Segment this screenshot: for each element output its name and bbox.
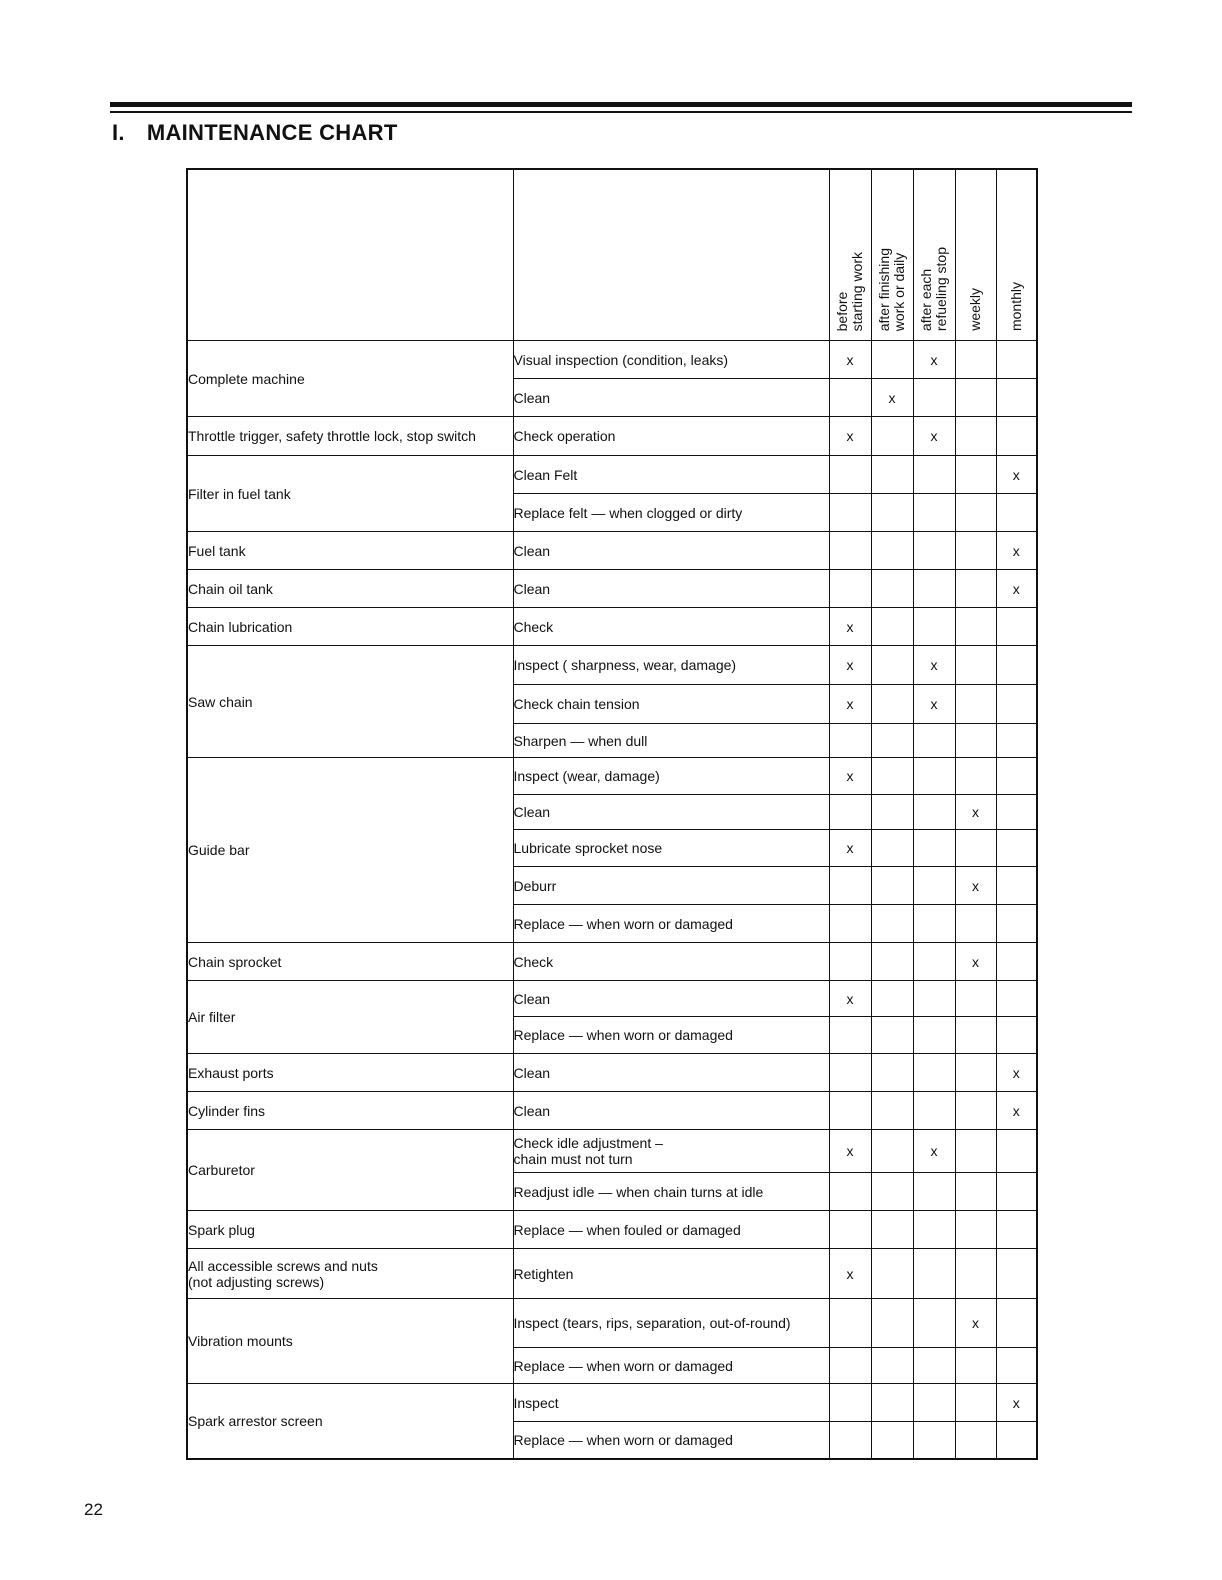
interval-mark <box>871 494 913 532</box>
interval-mark <box>955 608 996 646</box>
task-cell: Clean Felt <box>513 456 829 494</box>
interval-mark <box>829 1299 871 1348</box>
interval-mark: x <box>829 1130 871 1173</box>
column-header: after finishing work or daily <box>871 169 913 341</box>
interval-mark <box>871 646 913 685</box>
task-cell: Clean <box>513 981 829 1017</box>
table-row <box>187 417 1037 456</box>
task-cell: Check idle adjustment – chain must not turn <box>513 1130 829 1173</box>
component-cell: Chain oil tank <box>187 570 513 608</box>
interval-mark <box>913 608 955 646</box>
header-rule-thin <box>110 111 1132 113</box>
table-row <box>187 532 1037 570</box>
interval-mark <box>996 1211 1037 1249</box>
interval-mark <box>996 379 1037 417</box>
task-cell: Check <box>513 943 829 981</box>
interval-mark <box>955 1249 996 1299</box>
component-cell: Complete machine <box>187 341 513 417</box>
interval-mark <box>913 456 955 494</box>
interval-mark <box>996 1249 1037 1299</box>
interval-mark <box>871 1249 913 1299</box>
column-header: after each refueling stop <box>913 169 955 341</box>
interval-mark <box>829 1384 871 1422</box>
interval-mark <box>829 1092 871 1130</box>
interval-mark <box>829 1054 871 1092</box>
maintenance-chart-table <box>186 168 1038 1460</box>
interval-mark <box>913 981 955 1017</box>
interval-mark <box>955 1211 996 1249</box>
component-cell: Chain sprocket <box>187 943 513 981</box>
interval-mark <box>955 905 996 943</box>
column-header: before starting work <box>829 169 871 341</box>
interval-mark <box>871 456 913 494</box>
component-cell: Saw chain <box>187 646 513 758</box>
interval-mark: x <box>955 795 996 830</box>
task-cell: Replace — when fouled or damaged <box>513 1211 829 1249</box>
task-cell: Sharpen — when dull <box>513 724 829 758</box>
task-cell: Check <box>513 608 829 646</box>
interval-mark <box>871 943 913 981</box>
task-cell: Check operation <box>513 417 829 456</box>
table-row <box>187 341 1037 379</box>
interval-mark <box>913 570 955 608</box>
interval-mark <box>996 905 1037 943</box>
interval-mark <box>955 1422 996 1459</box>
header-rule-thick <box>110 102 1132 107</box>
interval-mark <box>955 341 996 379</box>
interval-mark: x <box>871 379 913 417</box>
table-row <box>187 1299 1037 1348</box>
interval-mark <box>871 724 913 758</box>
interval-mark <box>996 685 1037 724</box>
interval-mark <box>829 724 871 758</box>
interval-mark <box>955 417 996 456</box>
task-cell: Clean <box>513 532 829 570</box>
interval-mark <box>913 379 955 417</box>
interval-mark: x <box>955 1299 996 1348</box>
interval-mark <box>996 1299 1037 1348</box>
interval-mark <box>871 1422 913 1459</box>
component-cell: Air filter <box>187 981 513 1054</box>
interval-mark: x <box>829 646 871 685</box>
interval-mark: x <box>829 1249 871 1299</box>
interval-mark <box>913 1092 955 1130</box>
interval-mark: x <box>829 758 871 795</box>
interval-mark <box>871 758 913 795</box>
interval-mark: x <box>996 1054 1037 1092</box>
interval-mark <box>913 1054 955 1092</box>
interval-mark <box>871 1299 913 1348</box>
interval-mark <box>913 494 955 532</box>
interval-mark <box>955 1348 996 1384</box>
section-title: MAINTENANCE CHART <box>146 120 398 145</box>
page-number: 22 <box>84 1500 103 1519</box>
task-cell: Replace — when worn or damaged <box>513 1422 829 1459</box>
interval-mark: x <box>913 685 955 724</box>
interval-mark <box>871 1211 913 1249</box>
interval-mark <box>829 795 871 830</box>
interval-mark <box>871 905 913 943</box>
interval-mark <box>996 724 1037 758</box>
interval-mark <box>829 456 871 494</box>
interval-mark <box>913 532 955 570</box>
task-cell: Retighten <box>513 1249 829 1299</box>
table-row <box>187 646 1037 685</box>
interval-mark <box>829 1173 871 1211</box>
interval-mark: x <box>829 981 871 1017</box>
interval-mark <box>829 379 871 417</box>
column-header: weekly <box>955 169 996 341</box>
component-cell: Exhaust ports <box>187 1054 513 1092</box>
interval-mark <box>996 494 1037 532</box>
table-row <box>187 608 1037 646</box>
interval-mark <box>955 532 996 570</box>
interval-mark <box>955 1384 996 1422</box>
interval-mark <box>871 1092 913 1130</box>
interval-mark: x <box>996 456 1037 494</box>
interval-mark <box>996 608 1037 646</box>
interval-mark <box>996 867 1037 905</box>
component-cell: Vibration mounts <box>187 1299 513 1384</box>
interval-mark: x <box>996 1092 1037 1130</box>
interval-mark <box>955 1130 996 1173</box>
interval-mark <box>996 646 1037 685</box>
table-row <box>187 1130 1037 1173</box>
interval-mark <box>913 1299 955 1348</box>
component-cell: Chain lubrication <box>187 608 513 646</box>
section-number: I. <box>112 120 125 145</box>
interval-mark: x <box>913 341 955 379</box>
interval-mark <box>871 341 913 379</box>
interval-mark <box>955 1092 996 1130</box>
interval-mark <box>913 1384 955 1422</box>
task-cell: Clean <box>513 795 829 830</box>
interval-mark <box>871 608 913 646</box>
interval-mark: x <box>955 867 996 905</box>
component-cell: Guide bar <box>187 758 513 943</box>
interval-mark <box>996 943 1037 981</box>
task-cell: Inspect (wear, damage) <box>513 758 829 795</box>
table-row <box>187 1054 1037 1092</box>
interval-mark <box>871 981 913 1017</box>
interval-mark <box>955 646 996 685</box>
interval-mark <box>829 943 871 981</box>
interval-mark <box>996 1130 1037 1173</box>
interval-mark <box>996 417 1037 456</box>
interval-mark <box>955 830 996 867</box>
interval-mark <box>829 1211 871 1249</box>
chart-body <box>187 341 1037 1459</box>
table-row <box>187 1384 1037 1422</box>
interval-mark <box>955 685 996 724</box>
task-cell: Lubricate sprocket nose <box>513 830 829 867</box>
task-cell: Visual inspection (condition, leaks) <box>513 341 829 379</box>
interval-mark <box>829 867 871 905</box>
interval-mark: x <box>829 341 871 379</box>
interval-mark: x <box>996 532 1037 570</box>
task-cell: Inspect (tears, rips, separation, out-of-round) <box>513 1299 829 1348</box>
interval-mark <box>871 1054 913 1092</box>
task-cell: Clean <box>513 379 829 417</box>
task-cell: Deburr <box>513 867 829 905</box>
interval-mark: x <box>996 1384 1037 1422</box>
interval-mark <box>955 758 996 795</box>
interval-mark <box>871 1173 913 1211</box>
interval-mark <box>996 795 1037 830</box>
interval-mark <box>996 1348 1037 1384</box>
task-cell: Replace — when worn or damaged <box>513 1348 829 1384</box>
interval-mark <box>996 1422 1037 1459</box>
interval-mark: x <box>829 830 871 867</box>
interval-mark <box>871 830 913 867</box>
interval-mark <box>955 724 996 758</box>
interval-mark <box>913 830 955 867</box>
interval-mark <box>829 1348 871 1384</box>
component-cell: Carburetor <box>187 1130 513 1211</box>
task-cell: Replace — when worn or damaged <box>513 1017 829 1054</box>
interval-mark <box>996 830 1037 867</box>
interval-mark: x <box>913 417 955 456</box>
interval-mark <box>955 456 996 494</box>
interval-mark <box>913 795 955 830</box>
interval-mark <box>913 724 955 758</box>
interval-mark <box>871 867 913 905</box>
task-cell: Readjust idle — when chain turns at idle <box>513 1173 829 1211</box>
interval-mark <box>871 1384 913 1422</box>
interval-mark: x <box>913 1130 955 1173</box>
interval-mark <box>913 1422 955 1459</box>
interval-mark <box>871 795 913 830</box>
task-cell: Inspect <box>513 1384 829 1422</box>
interval-mark <box>913 943 955 981</box>
interval-mark: x <box>829 685 871 724</box>
table-row <box>187 1211 1037 1249</box>
interval-mark <box>829 532 871 570</box>
interval-mark <box>913 1211 955 1249</box>
interval-mark <box>871 1130 913 1173</box>
interval-mark <box>913 1348 955 1384</box>
interval-mark <box>955 1017 996 1054</box>
interval-mark <box>996 1017 1037 1054</box>
header-blank-task <box>513 169 829 341</box>
column-header: monthly <box>996 169 1037 341</box>
table-row <box>187 1249 1037 1299</box>
interval-mark <box>829 570 871 608</box>
interval-mark <box>955 570 996 608</box>
table-row <box>187 758 1037 795</box>
interval-mark <box>996 341 1037 379</box>
table-row <box>187 570 1037 608</box>
table-row <box>187 1092 1037 1130</box>
interval-mark <box>955 1173 996 1211</box>
task-cell: Inspect ( sharpness, wear, damage) <box>513 646 829 685</box>
interval-mark <box>871 570 913 608</box>
interval-mark <box>996 981 1037 1017</box>
interval-mark <box>871 685 913 724</box>
interval-mark <box>913 1173 955 1211</box>
interval-mark <box>913 867 955 905</box>
interval-mark <box>871 417 913 456</box>
interval-mark: x <box>913 646 955 685</box>
interval-mark <box>871 1017 913 1054</box>
component-cell: All accessible screws and nuts (not adjusting screws) <box>187 1249 513 1299</box>
component-cell: Spark plug <box>187 1211 513 1249</box>
task-cell: Replace felt — when clogged or dirty <box>513 494 829 532</box>
interval-mark <box>996 1173 1037 1211</box>
interval-mark <box>955 981 996 1017</box>
header-row <box>187 169 1037 341</box>
interval-mark <box>829 1017 871 1054</box>
task-cell: Clean <box>513 1054 829 1092</box>
task-cell: Check chain tension <box>513 685 829 724</box>
header-blank-component <box>187 169 513 341</box>
task-cell: Clean <box>513 570 829 608</box>
table-row <box>187 456 1037 494</box>
interval-mark: x <box>996 570 1037 608</box>
interval-mark <box>829 1422 871 1459</box>
interval-mark <box>829 494 871 532</box>
interval-mark <box>913 1249 955 1299</box>
interval-mark <box>913 1017 955 1054</box>
task-cell: Replace — when worn or damaged <box>513 905 829 943</box>
component-cell: Fuel tank <box>187 532 513 570</box>
interval-mark: x <box>829 417 871 456</box>
table-row <box>187 943 1037 981</box>
interval-mark: x <box>955 943 996 981</box>
component-cell: Filter in fuel tank <box>187 456 513 532</box>
component-cell: Throttle trigger, safety throttle lock, stop switch <box>187 417 513 456</box>
interval-mark <box>996 758 1037 795</box>
task-cell: Clean <box>513 1092 829 1130</box>
table-row <box>187 981 1037 1017</box>
interval-mark <box>829 905 871 943</box>
interval-mark <box>871 1348 913 1384</box>
interval-mark <box>955 494 996 532</box>
component-cell: Cylinder fins <box>187 1092 513 1130</box>
interval-mark: x <box>829 608 871 646</box>
interval-mark <box>955 1054 996 1092</box>
interval-mark <box>913 758 955 795</box>
interval-mark <box>955 379 996 417</box>
interval-mark <box>913 905 955 943</box>
interval-mark <box>871 532 913 570</box>
section-heading <box>112 120 398 146</box>
component-cell: Spark arrestor screen <box>187 1384 513 1459</box>
